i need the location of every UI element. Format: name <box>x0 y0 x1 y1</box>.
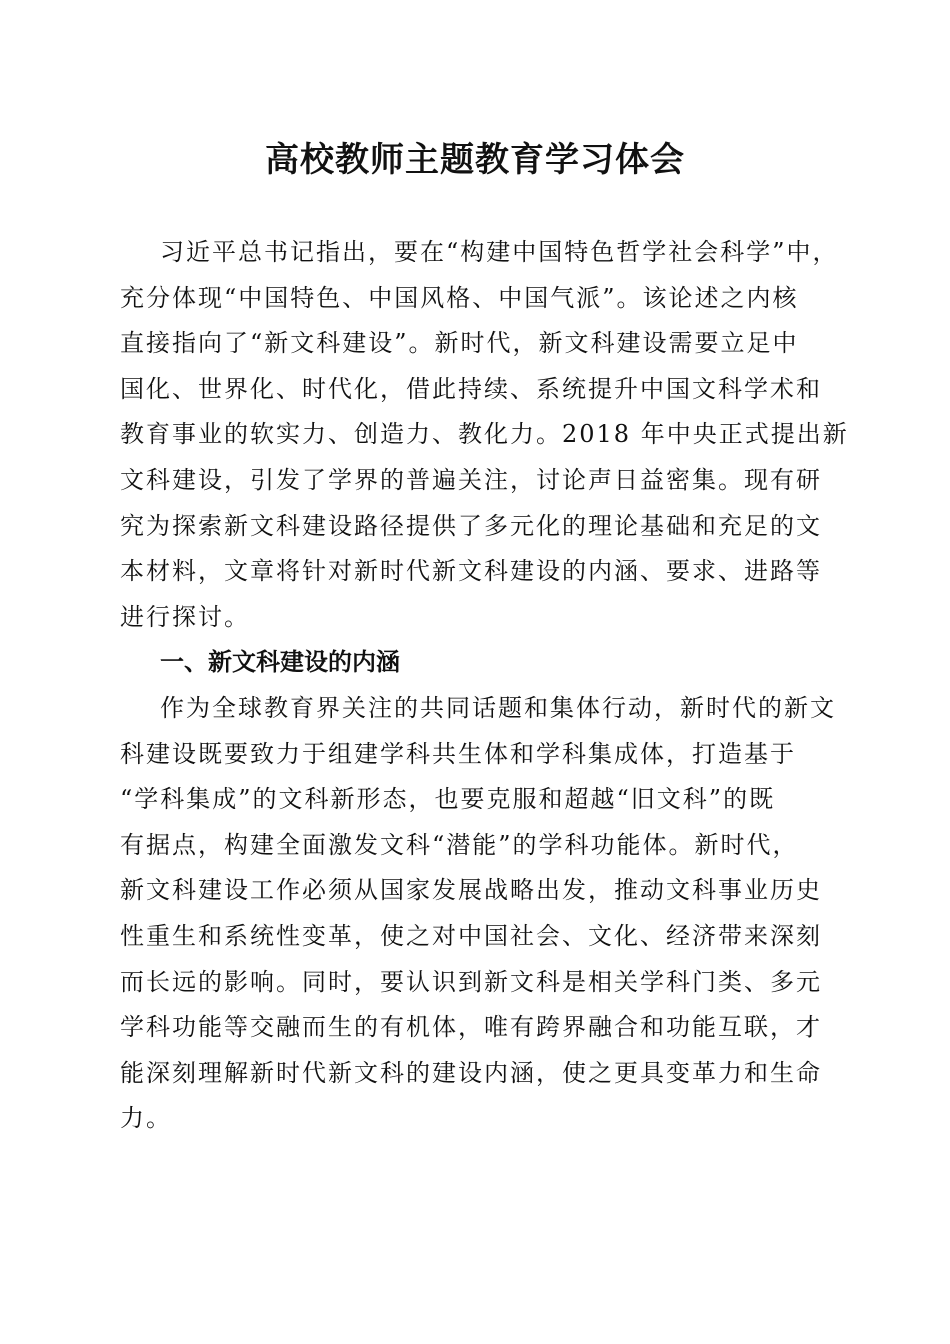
paragraph-line: 作为全球教育界关注的共同话题和集体行动，新时代的新文 <box>160 693 836 722</box>
paragraph-line: “学科集成”的文科新形态，也要克服和超越“旧文科”的既 <box>120 785 776 814</box>
paragraph-line: 充分体现“中国特色、中国风格、中国气派”。该论述之内核 <box>120 283 799 312</box>
paragraph-line: 而长远的影响。同时，要认识到新文科是相关学科门类、多元 <box>120 967 822 996</box>
section-heading: 一、新文科建设的内涵 <box>160 648 400 677</box>
paragraph-line: 习近平总书记指出，要在“构建中国特色哲学社会科学”中， <box>160 238 839 266</box>
paragraph-line: 教育事业的软实力、创造力、教化力。2018 年中央正式提出新 <box>120 420 849 449</box>
paragraph-line: 国化、世界化、时代化，借此持续、系统提升中国文科学术和 <box>120 374 822 403</box>
paragraph-line: 科建设既要致力于组建学科共生体和学科集成体，打造基于 <box>120 739 796 768</box>
paragraph-line: 性重生和系统性变革，使之对中国社会、文化、经济带来深刻 <box>120 921 822 950</box>
paragraph-line: 学科功能等交融而生的有机体，唯有跨界融合和功能互联，才 <box>120 1013 822 1042</box>
paragraph-line: 有据点，构建全面激发文科“潜能”的学科功能体。新时代， <box>120 830 799 859</box>
document-title: 高校教师主题教育学习体会 <box>265 140 685 180</box>
paragraph-line: 能深刻理解新时代新文科的建设内涵，使之更具变革力和生命 <box>120 1058 822 1087</box>
paragraph-line: 究为探索新文科建设路径提供了多元化的理论基础和充足的文 <box>120 511 822 540</box>
paragraph-line: 文科建设，引发了学界的普遍关注，讨论声日益密集。现有研 <box>120 465 822 494</box>
paragraph-intro <box>120 230 849 1142</box>
paragraph-line: 进行探讨。 <box>120 602 250 631</box>
paragraph-line: 新文科建设工作必须从国家发展战略出发，推动文科事业历史 <box>120 876 822 905</box>
paragraph-line: 直接指向了“新文科建设”。新时代，新文科建设需要立足中 <box>120 329 799 358</box>
paragraph-line: 力。 <box>120 1104 172 1133</box>
paragraph-line: 本材料，文章将针对新时代新文科建设的内涵、要求、进路等 <box>120 557 822 586</box>
